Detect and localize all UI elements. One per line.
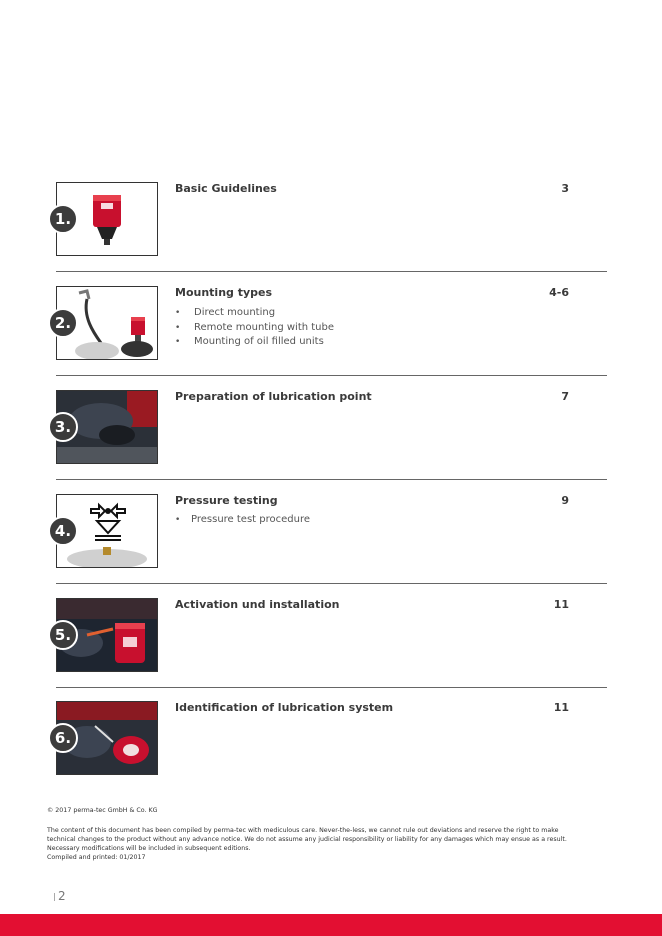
list-item: • Pressure test procedure — [175, 514, 310, 525]
entry-title: Basic Guidelines — [175, 182, 277, 195]
entry-title: Activation und installation — [175, 598, 340, 611]
entry-page-number: 7 — [561, 390, 569, 403]
entry-bullet-list — [175, 306, 334, 350]
section-number-badge: 2. — [48, 308, 78, 338]
entry-thumbnail — [56, 390, 158, 464]
divider — [56, 479, 607, 480]
entry-title: Pressure testing — [175, 494, 278, 507]
entry-thumbnail — [56, 598, 158, 672]
page-number-value: 2 — [58, 889, 66, 903]
toc-entry-6[interactable] — [47, 701, 607, 805]
entry-title: Identification of lubrication system — [175, 701, 394, 714]
entry-title: Mounting types — [175, 286, 273, 299]
entry-title: Preparation of lubrication point — [175, 390, 372, 403]
entry-thumbnail — [56, 286, 158, 360]
divider — [56, 375, 607, 376]
page-number — [54, 889, 66, 903]
disclaimer-line: The content of this document has been compiled by perma-tec with mediculous care. Never-the-less, we cannot rule out deviations and reserve the right to make — [47, 827, 559, 834]
entry-page-number: 4-6 — [549, 286, 569, 299]
section-number-badge: 6. — [48, 723, 78, 753]
brand-footer-bar — [0, 914, 662, 936]
entry-page-number: 9 — [561, 494, 569, 507]
section-number-badge: 5. — [48, 620, 78, 650]
legal-footer — [47, 806, 617, 862]
disclaimer-line: technical changes to the product without any advance notice. We do not assume any judicial responsibility or liability for any damages which may ensue as a result. — [47, 836, 567, 843]
entry-bullet-list — [175, 513, 310, 528]
list-item: • Remote mounting with tube — [175, 321, 335, 333]
page-number-divider — [54, 893, 55, 901]
entry-page-number: 11 — [553, 598, 569, 611]
list-item: • Direct mounting — [175, 307, 276, 318]
divider — [56, 687, 607, 688]
entry-page-number: 3 — [561, 182, 569, 195]
entry-page-number: 11 — [553, 701, 569, 714]
entry-thumbnail — [56, 182, 158, 256]
divider — [56, 271, 607, 272]
copyright-text: © 2017 perma-tec GmbH & Co. KG — [47, 807, 158, 814]
disclaimer-line: Necessary modifications will be included in subsequent editions. — [47, 845, 251, 852]
entry-thumbnail — [56, 494, 158, 568]
section-number-badge: 4. — [48, 516, 78, 546]
divider — [56, 583, 607, 584]
section-number-badge: 3. — [48, 412, 78, 442]
compiled-date: Compiled and printed: 01/2017 — [47, 854, 146, 861]
section-number-badge: 1. — [48, 204, 78, 234]
list-item: • Mounting of oil filled units — [175, 336, 324, 347]
entry-thumbnail — [56, 701, 158, 775]
